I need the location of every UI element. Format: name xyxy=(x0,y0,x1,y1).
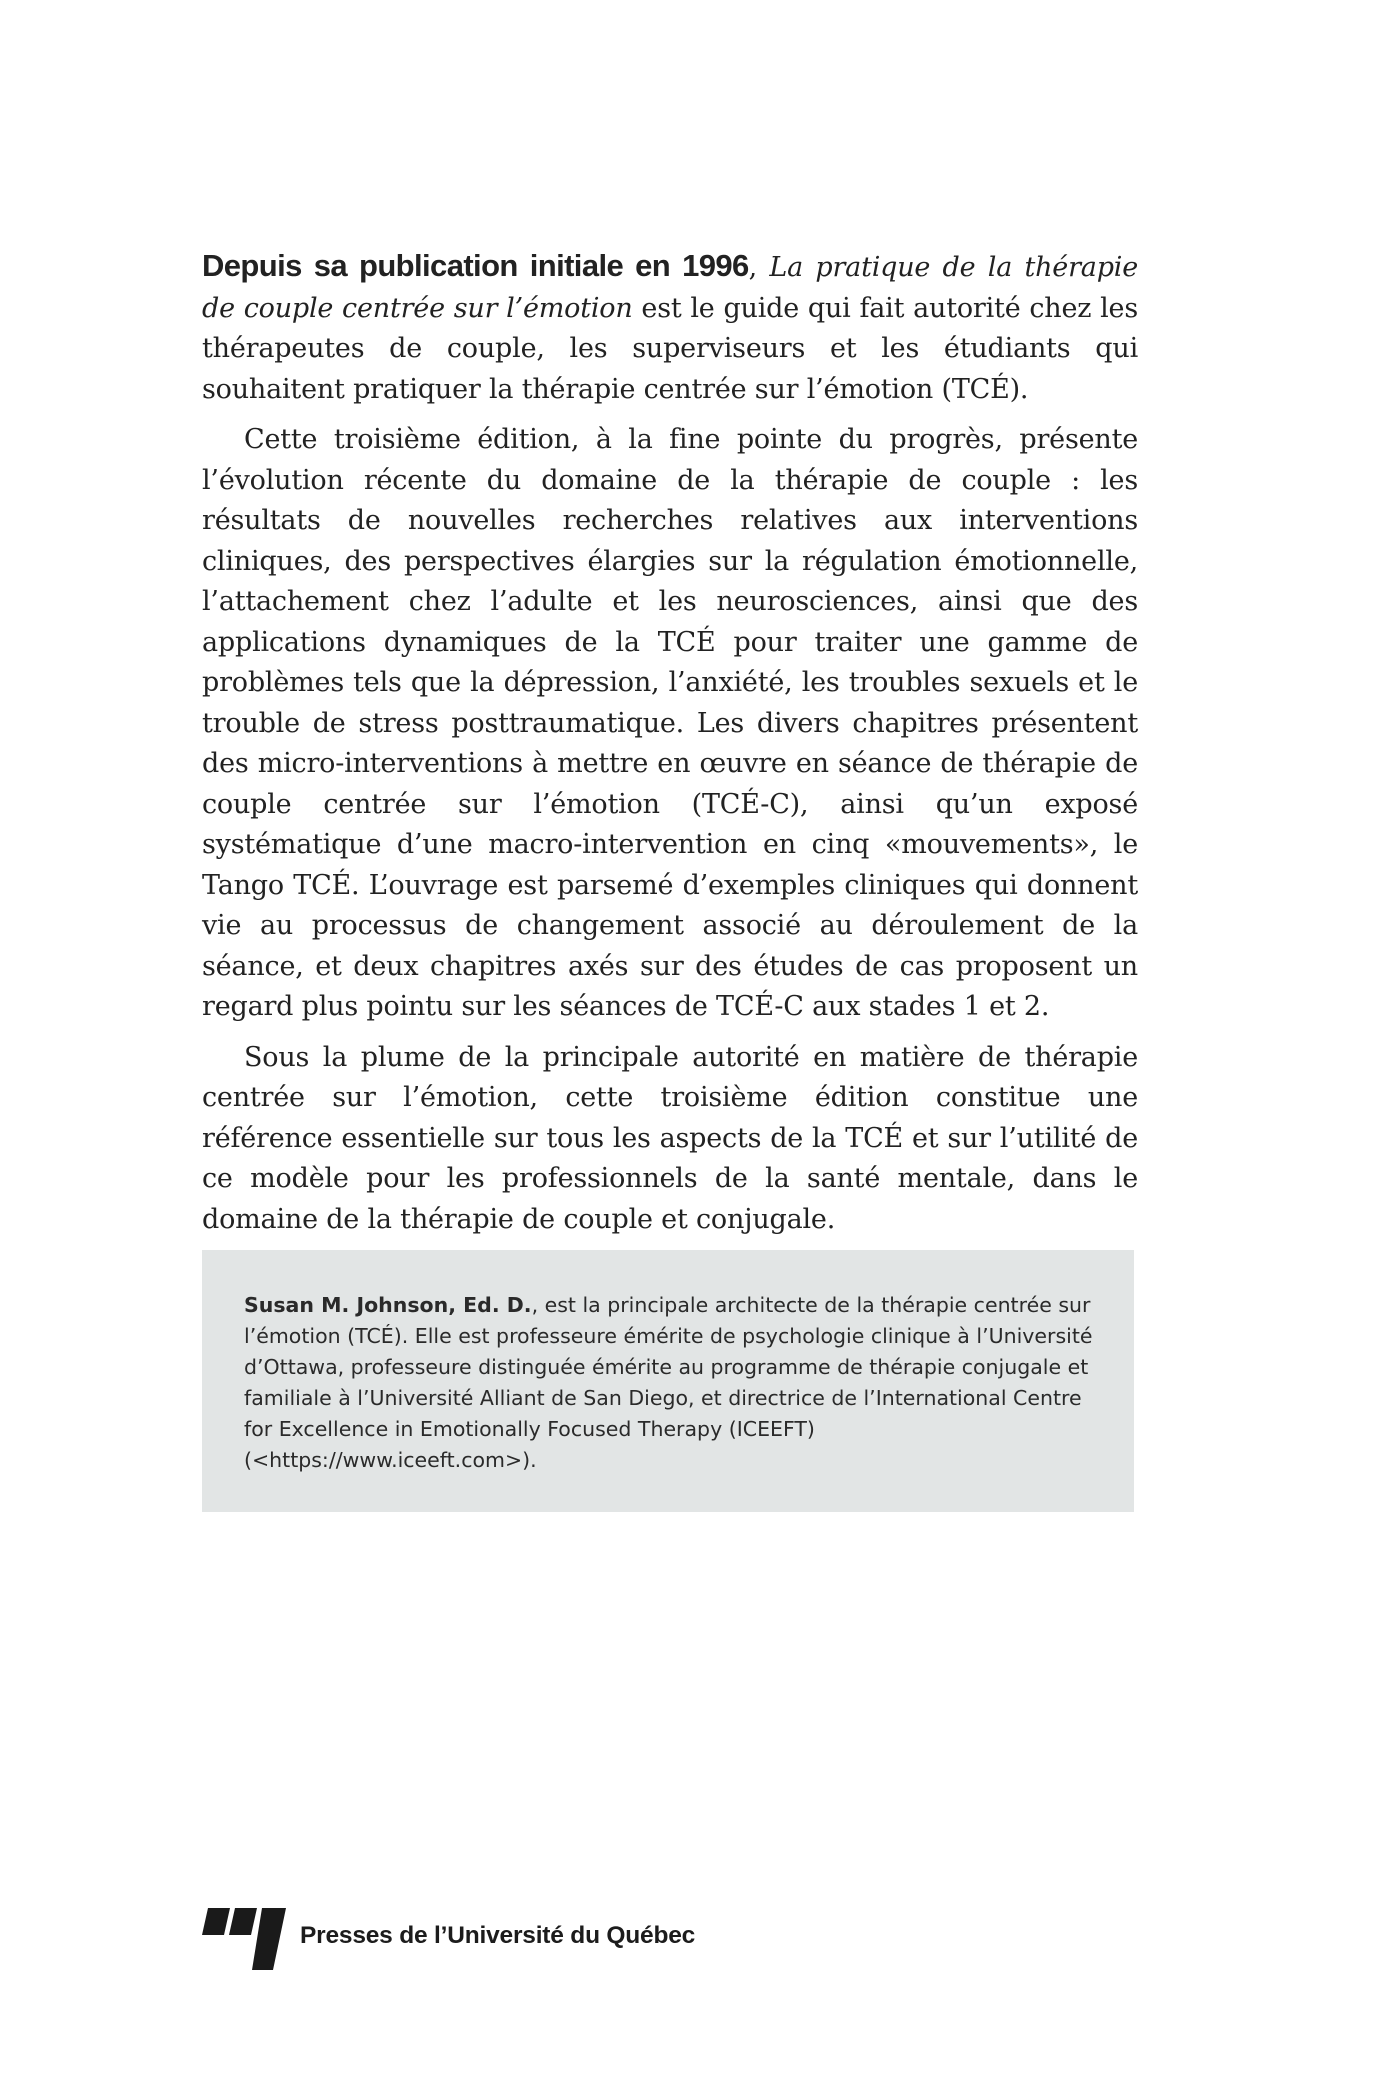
description-paragraph-3: Sous la plume de la principale autorité en matière de thérapie centrée sur l’émotion, cette troisième édition constitue une référence essentielle sur tous les aspects de la TCÉ et sur l’utilité de ce modèle pour les professionnels de la santé mentale, dans le domaine de la thérapie de couple et conjugale. xyxy=(202,1041,1138,1235)
book-title-italic: La pratique de la thérapie de couple centrée sur l’émotion xyxy=(202,252,1138,324)
back-cover-description xyxy=(202,246,1138,1240)
publisher-name: Presses de l’Université du Québec xyxy=(300,1922,696,1949)
author-bio xyxy=(244,1290,1094,1476)
author-name: Susan M. Johnson, Ed. D. xyxy=(244,1293,532,1317)
publisher-footer xyxy=(202,1902,695,1970)
author-bio-text: , est la principale architecte de la thérapie centrée sur l’émotion (TCÉ). Elle est professeure émérite de psychologie clinique à l’Université d’Ottawa, professeure distinguée émérite au programme de thérapie conjugale et familiale à l’Université Alliant de San Diego, et directrice de l’International Centre for Excellence in Emotionally Focused Therapy (ICEEFT) (<https://www.iceeft.com>). xyxy=(244,1293,1093,1472)
description-paragraph-2: Cette troisième édition, à la fine pointe du progrès, présente l’évolution récente du domaine de la thérapie de couple : les résultats de nouvelles recherches relatives aux interventions cliniques, des perspectives élargies sur la régulation émotionnelle, l’attachement chez l’adulte et les neurosciences, ainsi que des applications dynamiques de la TCÉ pour traiter une gamme de problèmes tels que la dépression, l’anxiété, les troubles sexuels et le trouble de stress posttraumatique. Les divers chapitres présentent des micro-interventions à mettre en œuvre en séance de thérapie de couple centrée sur l’émotion (TCÉ-C), ainsi qu’un exposé systématique d’une macro-intervention en cinq «mouvements», le Tango TCÉ. L’ouvrage est parsemé d’exemples cliniques qui donnent vie au processus de changement associé au déroulement de la séance, et deux chapitres axés sur des études de cas proposent un regard plus pointu sur les séances de TCÉ-C aux stades 1 et 2. xyxy=(202,424,1138,1022)
author-bio-box xyxy=(202,1250,1134,1512)
description-paragraph-1 xyxy=(202,246,1138,410)
puq-logo-icon xyxy=(202,1902,288,1970)
lead-comma: , xyxy=(748,252,770,283)
paragraph-1-rest: est le guide qui fait autorité chez les thérapeutes de couple, les superviseurs et les étudiants qui souhaitent pratiquer la thérapie centrée sur l’émotion (TCÉ). xyxy=(202,292,1138,405)
lead-in-bold: Depuis sa publication initiale en 1996 xyxy=(202,248,749,283)
